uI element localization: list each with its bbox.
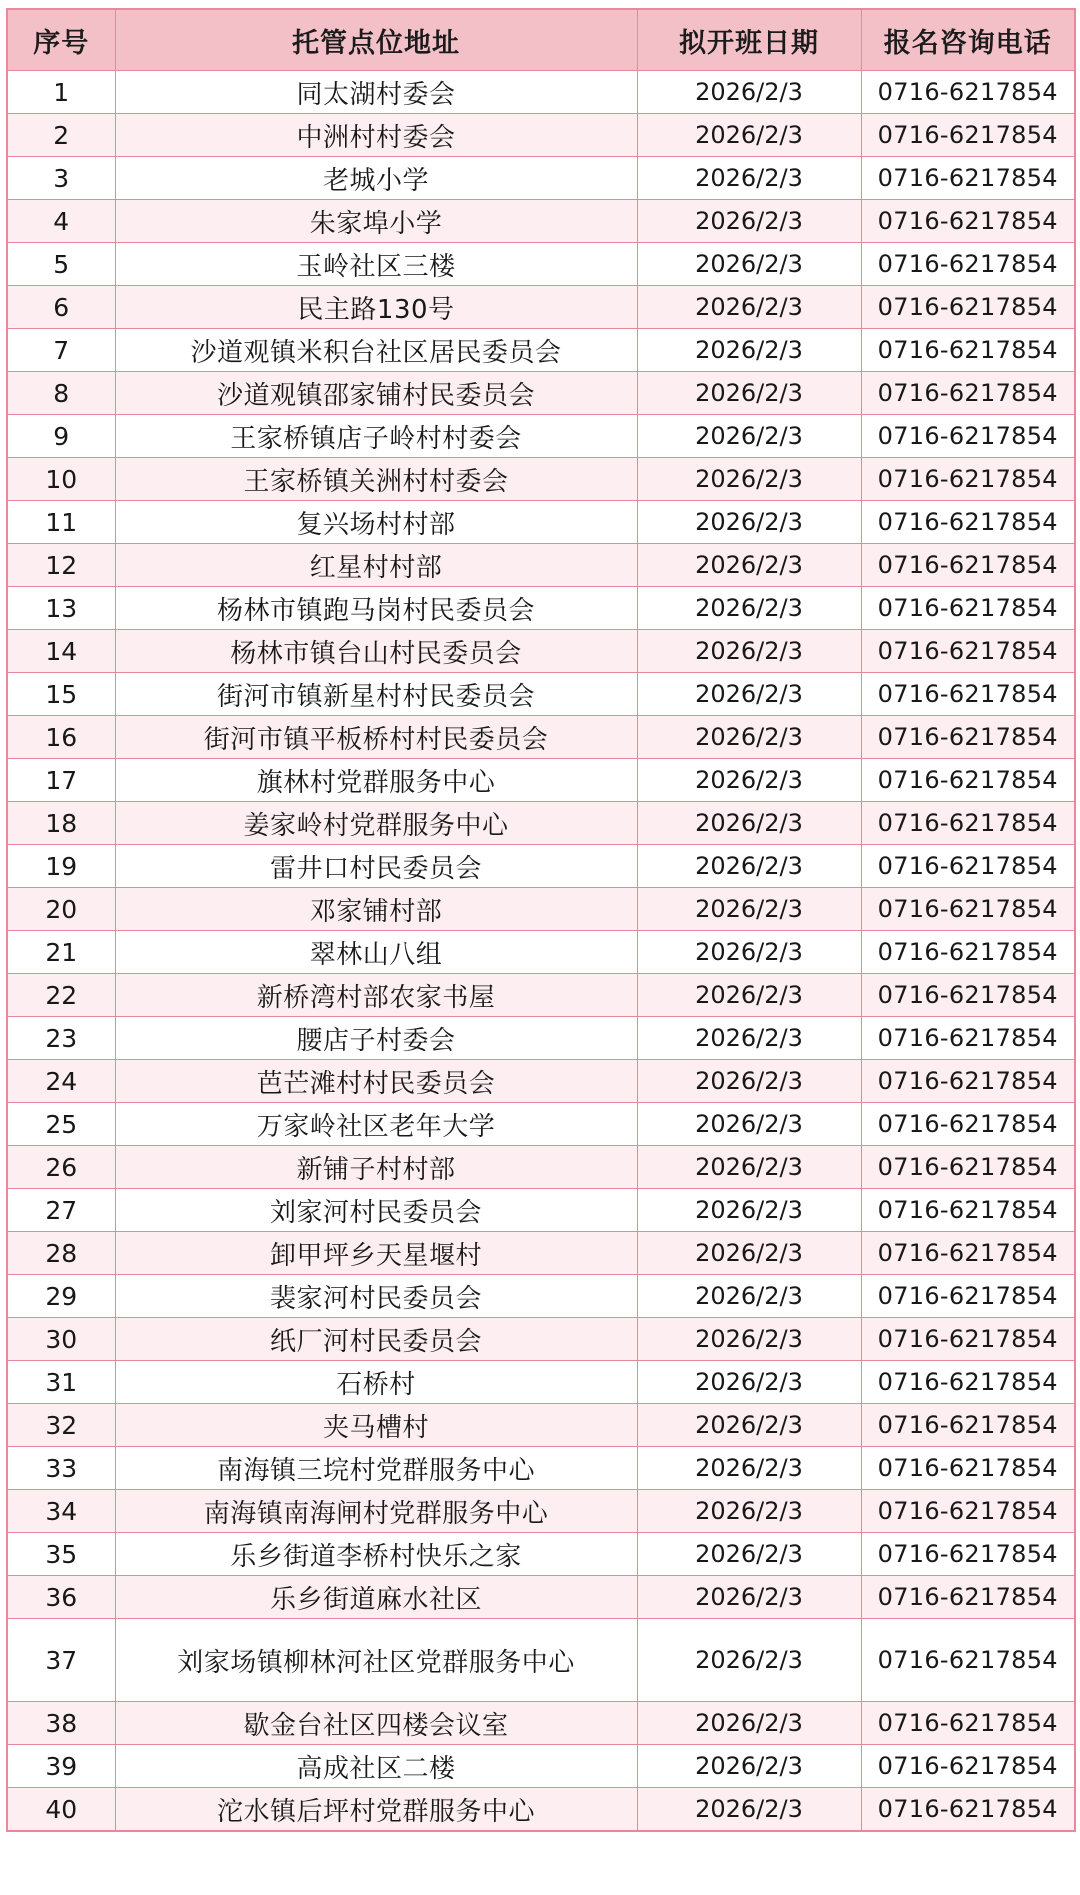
table-row <box>7 587 1075 630</box>
table-row <box>7 329 1075 372</box>
table-row <box>7 630 1075 673</box>
cell-index: 20 <box>7 888 115 931</box>
cell-date: 2026/2/3 <box>637 286 861 329</box>
cell-phone: 0716-6217854 <box>861 1702 1075 1745</box>
table-row <box>7 1619 1075 1702</box>
cell-date: 2026/2/3 <box>637 157 861 200</box>
cell-date: 2026/2/3 <box>637 1745 861 1788</box>
cell-index: 4 <box>7 200 115 243</box>
cell-date: 2026/2/3 <box>637 1702 861 1745</box>
cell-phone: 0716-6217854 <box>861 1745 1075 1788</box>
cell-phone: 0716-6217854 <box>861 1576 1075 1619</box>
cell-address: 腰店子村委会 <box>115 1017 637 1060</box>
cell-date: 2026/2/3 <box>637 1788 861 1832</box>
column-header-phone: 报名咨询电话 <box>861 9 1075 71</box>
table-row <box>7 759 1075 802</box>
cell-phone: 0716-6217854 <box>861 286 1075 329</box>
cell-address: 歇金台社区四楼会议室 <box>115 1702 637 1745</box>
cell-index: 25 <box>7 1103 115 1146</box>
cell-address: 雷井口村民委员会 <box>115 845 637 888</box>
table-row <box>7 1702 1075 1745</box>
cell-index: 7 <box>7 329 115 372</box>
cell-phone: 0716-6217854 <box>861 1146 1075 1189</box>
cell-address: 复兴场村村部 <box>115 501 637 544</box>
cell-phone: 0716-6217854 <box>861 888 1075 931</box>
cell-date: 2026/2/3 <box>637 1189 861 1232</box>
cell-date: 2026/2/3 <box>637 415 861 458</box>
cell-phone: 0716-6217854 <box>861 1232 1075 1275</box>
cell-index: 33 <box>7 1447 115 1490</box>
cell-date: 2026/2/3 <box>637 1576 861 1619</box>
cell-address: 街河市镇平板桥村村民委员会 <box>115 716 637 759</box>
cell-address: 旗林村党群服务中心 <box>115 759 637 802</box>
table-row <box>7 845 1075 888</box>
table-row <box>7 673 1075 716</box>
cell-date: 2026/2/3 <box>637 71 861 114</box>
table-row <box>7 157 1075 200</box>
table-row <box>7 1745 1075 1788</box>
cell-address: 同太湖村委会 <box>115 71 637 114</box>
table-row <box>7 372 1075 415</box>
cell-index: 23 <box>7 1017 115 1060</box>
cell-date: 2026/2/3 <box>637 931 861 974</box>
cell-address: 南海镇三垸村党群服务中心 <box>115 1447 637 1490</box>
cell-phone: 0716-6217854 <box>861 1788 1075 1832</box>
cell-phone: 0716-6217854 <box>861 458 1075 501</box>
cell-index: 21 <box>7 931 115 974</box>
cell-date: 2026/2/3 <box>637 1490 861 1533</box>
table-row <box>7 1318 1075 1361</box>
cell-index: 5 <box>7 243 115 286</box>
cell-index: 28 <box>7 1232 115 1275</box>
table-row <box>7 1404 1075 1447</box>
cell-phone: 0716-6217854 <box>861 372 1075 415</box>
table-row <box>7 71 1075 114</box>
cell-address: 卸甲坪乡天星堰村 <box>115 1232 637 1275</box>
cell-index: 14 <box>7 630 115 673</box>
cell-index: 3 <box>7 157 115 200</box>
table-row <box>7 114 1075 157</box>
cell-phone: 0716-6217854 <box>861 759 1075 802</box>
cell-index: 36 <box>7 1576 115 1619</box>
table-row <box>7 1533 1075 1576</box>
column-header-address: 托管点位地址 <box>115 9 637 71</box>
cell-phone: 0716-6217854 <box>861 673 1075 716</box>
cell-date: 2026/2/3 <box>637 1103 861 1146</box>
cell-phone: 0716-6217854 <box>861 243 1075 286</box>
cell-address: 翠林山八组 <box>115 931 637 974</box>
cell-index: 11 <box>7 501 115 544</box>
cell-address: 沱水镇后坪村党群服务中心 <box>115 1788 637 1832</box>
cell-phone: 0716-6217854 <box>861 1060 1075 1103</box>
cell-phone: 0716-6217854 <box>861 845 1075 888</box>
cell-index: 15 <box>7 673 115 716</box>
table-row <box>7 458 1075 501</box>
cell-date: 2026/2/3 <box>637 1447 861 1490</box>
table-row <box>7 1576 1075 1619</box>
cell-address: 老城小学 <box>115 157 637 200</box>
cell-address: 中洲村村委会 <box>115 114 637 157</box>
cell-index: 17 <box>7 759 115 802</box>
cell-address: 邓家铺村部 <box>115 888 637 931</box>
table-row <box>7 1017 1075 1060</box>
cell-phone: 0716-6217854 <box>861 329 1075 372</box>
table-row <box>7 1788 1075 1832</box>
cell-date: 2026/2/3 <box>637 1146 861 1189</box>
cell-index: 35 <box>7 1533 115 1576</box>
cell-date: 2026/2/3 <box>637 1318 861 1361</box>
cell-date: 2026/2/3 <box>637 845 861 888</box>
cell-date: 2026/2/3 <box>637 1619 861 1702</box>
cell-phone: 0716-6217854 <box>861 114 1075 157</box>
cell-date: 2026/2/3 <box>637 1060 861 1103</box>
cell-address: 民主路130号 <box>115 286 637 329</box>
cell-date: 2026/2/3 <box>637 630 861 673</box>
cell-date: 2026/2/3 <box>637 1404 861 1447</box>
cell-date: 2026/2/3 <box>637 673 861 716</box>
cell-phone: 0716-6217854 <box>861 1275 1075 1318</box>
table-row <box>7 1146 1075 1189</box>
table-row <box>7 243 1075 286</box>
cell-address: 朱家埠小学 <box>115 200 637 243</box>
table-row <box>7 1189 1075 1232</box>
cell-phone: 0716-6217854 <box>861 1318 1075 1361</box>
cell-date: 2026/2/3 <box>637 888 861 931</box>
table-row <box>7 888 1075 931</box>
cell-phone: 0716-6217854 <box>861 501 1075 544</box>
cell-index: 19 <box>7 845 115 888</box>
cell-date: 2026/2/3 <box>637 716 861 759</box>
cell-date: 2026/2/3 <box>637 1361 861 1404</box>
cell-date: 2026/2/3 <box>637 329 861 372</box>
cell-phone: 0716-6217854 <box>861 1103 1075 1146</box>
cell-address: 南海镇南海闸村党群服务中心 <box>115 1490 637 1533</box>
table-row <box>7 974 1075 1017</box>
cell-index: 6 <box>7 286 115 329</box>
cell-phone: 0716-6217854 <box>861 587 1075 630</box>
table-row <box>7 1447 1075 1490</box>
table-row <box>7 200 1075 243</box>
table-row <box>7 501 1075 544</box>
cell-address: 夹马槽村 <box>115 1404 637 1447</box>
table-row <box>7 716 1075 759</box>
table-row <box>7 544 1075 587</box>
cell-index: 37 <box>7 1619 115 1702</box>
cell-date: 2026/2/3 <box>637 243 861 286</box>
cell-date: 2026/2/3 <box>637 114 861 157</box>
cell-date: 2026/2/3 <box>637 1017 861 1060</box>
cell-address: 新铺子村村部 <box>115 1146 637 1189</box>
cell-date: 2026/2/3 <box>637 458 861 501</box>
table-row <box>7 415 1075 458</box>
column-header-date: 拟开班日期 <box>637 9 861 71</box>
cell-date: 2026/2/3 <box>637 974 861 1017</box>
cell-phone: 0716-6217854 <box>861 1619 1075 1702</box>
cell-phone: 0716-6217854 <box>861 544 1075 587</box>
cell-index: 39 <box>7 1745 115 1788</box>
cell-index: 30 <box>7 1318 115 1361</box>
cell-index: 13 <box>7 587 115 630</box>
cell-date: 2026/2/3 <box>637 1232 861 1275</box>
cell-address: 石桥村 <box>115 1361 637 1404</box>
cell-index: 16 <box>7 716 115 759</box>
cell-index: 9 <box>7 415 115 458</box>
cell-date: 2026/2/3 <box>637 759 861 802</box>
table-row <box>7 1103 1075 1146</box>
cell-address: 街河市镇新星村村民委员会 <box>115 673 637 716</box>
cell-address: 万家岭社区老年大学 <box>115 1103 637 1146</box>
table-row <box>7 1275 1075 1318</box>
cell-phone: 0716-6217854 <box>861 415 1075 458</box>
table-body <box>7 71 1075 1832</box>
cell-date: 2026/2/3 <box>637 544 861 587</box>
cell-address: 王家桥镇关洲村村委会 <box>115 458 637 501</box>
cell-index: 8 <box>7 372 115 415</box>
cell-address: 芭芒滩村村民委员会 <box>115 1060 637 1103</box>
cell-index: 34 <box>7 1490 115 1533</box>
cell-index: 22 <box>7 974 115 1017</box>
cell-index: 2 <box>7 114 115 157</box>
cell-index: 12 <box>7 544 115 587</box>
cell-address: 杨林市镇跑马岗村民委员会 <box>115 587 637 630</box>
cell-index: 24 <box>7 1060 115 1103</box>
cell-phone: 0716-6217854 <box>861 1490 1075 1533</box>
cell-address: 杨林市镇台山村民委员会 <box>115 630 637 673</box>
cell-date: 2026/2/3 <box>637 1533 861 1576</box>
cell-index: 38 <box>7 1702 115 1745</box>
cell-address: 刘家河村民委员会 <box>115 1189 637 1232</box>
table-row <box>7 1232 1075 1275</box>
cell-address: 纸厂河村民委员会 <box>115 1318 637 1361</box>
cell-phone: 0716-6217854 <box>861 1404 1075 1447</box>
cell-phone: 0716-6217854 <box>861 716 1075 759</box>
registration-table <box>6 8 1076 1832</box>
cell-phone: 0716-6217854 <box>861 71 1075 114</box>
cell-address: 王家桥镇店子岭村村委会 <box>115 415 637 458</box>
cell-address: 刘家场镇柳林河社区党群服务中心 <box>115 1619 637 1702</box>
cell-phone: 0716-6217854 <box>861 931 1075 974</box>
cell-address: 玉岭社区三楼 <box>115 243 637 286</box>
table-header-row <box>7 9 1075 71</box>
cell-phone: 0716-6217854 <box>861 1189 1075 1232</box>
cell-phone: 0716-6217854 <box>861 157 1075 200</box>
cell-date: 2026/2/3 <box>637 1275 861 1318</box>
cell-address: 姜家岭村党群服务中心 <box>115 802 637 845</box>
cell-phone: 0716-6217854 <box>861 200 1075 243</box>
cell-index: 26 <box>7 1146 115 1189</box>
table-row <box>7 802 1075 845</box>
cell-address: 乐乡街道麻水社区 <box>115 1576 637 1619</box>
cell-phone: 0716-6217854 <box>861 1361 1075 1404</box>
cell-index: 18 <box>7 802 115 845</box>
table-row <box>7 286 1075 329</box>
cell-index: 1 <box>7 71 115 114</box>
cell-address: 沙道观镇邵家铺村民委员会 <box>115 372 637 415</box>
cell-address: 乐乡街道李桥村快乐之家 <box>115 1533 637 1576</box>
cell-date: 2026/2/3 <box>637 200 861 243</box>
cell-date: 2026/2/3 <box>637 501 861 544</box>
cell-phone: 0716-6217854 <box>861 1447 1075 1490</box>
cell-date: 2026/2/3 <box>637 802 861 845</box>
cell-date: 2026/2/3 <box>637 587 861 630</box>
cell-phone: 0716-6217854 <box>861 1533 1075 1576</box>
table-row <box>7 1490 1075 1533</box>
column-header-index: 序号 <box>7 9 115 71</box>
cell-phone: 0716-6217854 <box>861 630 1075 673</box>
cell-index: 40 <box>7 1788 115 1832</box>
cell-index: 29 <box>7 1275 115 1318</box>
cell-index: 10 <box>7 458 115 501</box>
cell-address: 沙道观镇米积台社区居民委员会 <box>115 329 637 372</box>
cell-address: 红星村村部 <box>115 544 637 587</box>
cell-index: 31 <box>7 1361 115 1404</box>
table-header <box>7 9 1075 71</box>
cell-address: 新桥湾村部农家书屋 <box>115 974 637 1017</box>
table-row <box>7 1060 1075 1103</box>
cell-index: 32 <box>7 1404 115 1447</box>
table-row <box>7 1361 1075 1404</box>
table-row <box>7 931 1075 974</box>
cell-phone: 0716-6217854 <box>861 1017 1075 1060</box>
cell-address: 裴家河村民委员会 <box>115 1275 637 1318</box>
cell-phone: 0716-6217854 <box>861 802 1075 845</box>
cell-address: 高成社区二楼 <box>115 1745 637 1788</box>
cell-phone: 0716-6217854 <box>861 974 1075 1017</box>
cell-date: 2026/2/3 <box>637 372 861 415</box>
cell-index: 27 <box>7 1189 115 1232</box>
